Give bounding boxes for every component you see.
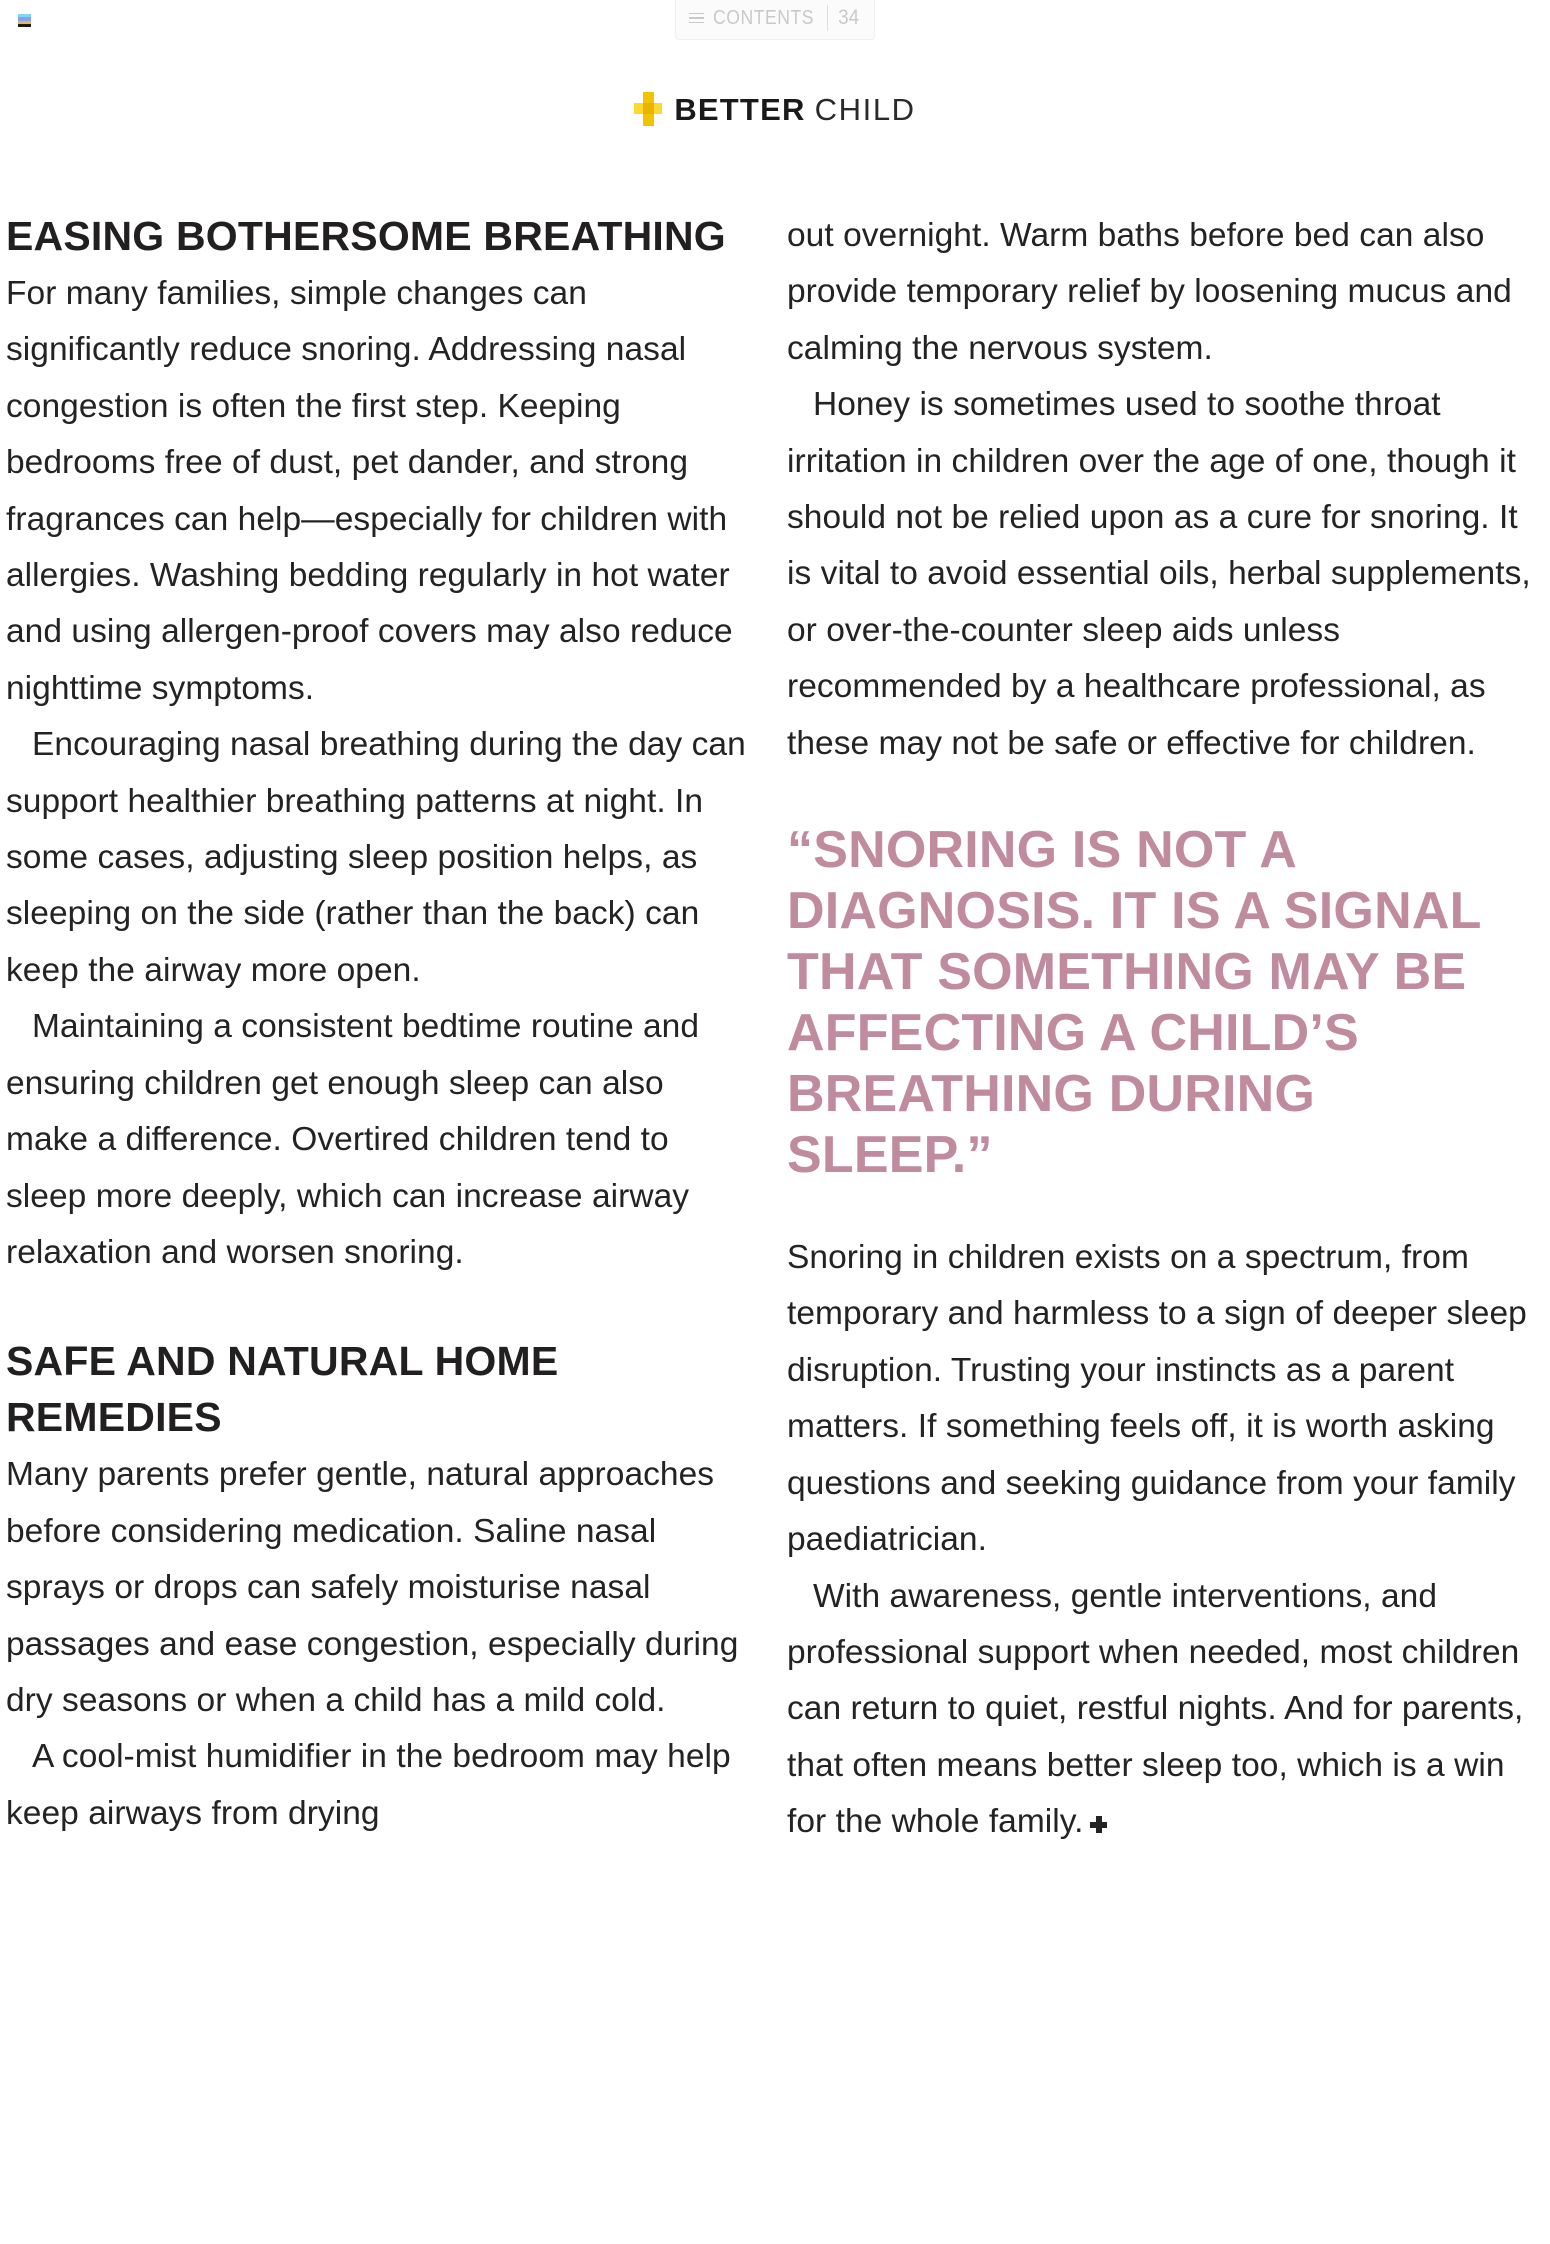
brand-title: [674, 91, 916, 127]
marker-stripe-black: [18, 24, 31, 27]
brand-light-word: CHILD: [814, 91, 916, 127]
paragraph: For many families, simple changes can significantly reduce snoring. Addressing nasal congestion is often the first step. Keeping bedrooms free of dust, pet dander, and strong fragrances can help—especially for children with allergies. Washing bedding regularly in hot water and using allergen-proof covers may also reduce nighttime symptoms.: [6, 275, 733, 707]
brand-bold-word: BETTER: [674, 91, 806, 127]
right-column: [786, 208, 1535, 1851]
page-number: 34: [838, 6, 860, 29]
paragraph: Maintaining a consistent bedtime routine and ensuring children get enough sleep can also make a difference. Overtired children tend to sleep more deeply, which can increase airway relaxation and worsen snoring.: [6, 1008, 700, 1271]
pill-divider: [827, 5, 828, 31]
section-heading-easing-bothersome-breathing: EASING BOTHERSOME BREATHING: [6, 213, 726, 259]
left-column: [0, 208, 754, 1851]
paragraph: Encouraging nasal breathing during the day can support healthier breathing patterns at night. In some cases, adjusting sleep position helps, as sleeping on the side (rather than the back) can keep the airway more open.: [6, 726, 746, 989]
paragraph: Many parents prefer gentle, natural approaches before considering medication. Saline nasal sprays or drops can safely moisturise nasal passages and ease congestion, especially during dry seasons or when a child has a mild cold.: [6, 1456, 739, 1719]
hamburger-icon: [689, 13, 704, 24]
pull-quote: “SNORING IS NOT A DIAGNOSIS. IT IS A SIGNAL THAT SOMETHING MAY BE AFFECTING A CHILD’S BREATHING DURING SLEEP.”: [787, 821, 1481, 1185]
paragraph: Snoring in children exists on a spectrum, from temporary and harmless to a sign of deeper sleep disruption. Trusting your instincts as a parent matters. If something feels off, it is worth asking questions and seeking guidance from your family paediatrician.: [787, 1239, 1527, 1559]
paragraph: Honey is sometimes used to soothe throat irritation in children over the age of one, though it should not be relied upon as a cure for snoring. It is vital to avoid essential oils, herbal supplements, or over-the-counter sleep aids unless recommended by a healthcare professional, as these may not be safe or effective for children.: [787, 386, 1531, 762]
plus-endmark-icon: [1090, 1816, 1107, 1833]
section-heading-safe-and-natural-home-remedies: SAFE AND NATURAL HOME REMEDIES: [6, 1338, 559, 1441]
masthead: [0, 92, 1550, 126]
yellow-plus-icon: [634, 92, 662, 126]
paragraph: out overnight. Warm baths before bed can also provide temporary relief by loosening mucus and calming the nervous system.: [787, 217, 1512, 367]
contents-button[interactable]: [675, 0, 875, 40]
paragraph: A cool-mist humidifier in the bedroom may help keep airways from drying: [6, 1738, 731, 1832]
contents-label: CONTENTS: [713, 6, 815, 29]
paragraph-final: [787, 1569, 1535, 1851]
paragraph-final-text: With awareness, gentle interventions, and professional support when needed, most children can return to quiet, restful nights. And for parents, that often means better sleep too, which is a win for the whole family.: [787, 1577, 1524, 1841]
corner-color-marker: [18, 14, 31, 27]
article-body: [0, 208, 1550, 1851]
